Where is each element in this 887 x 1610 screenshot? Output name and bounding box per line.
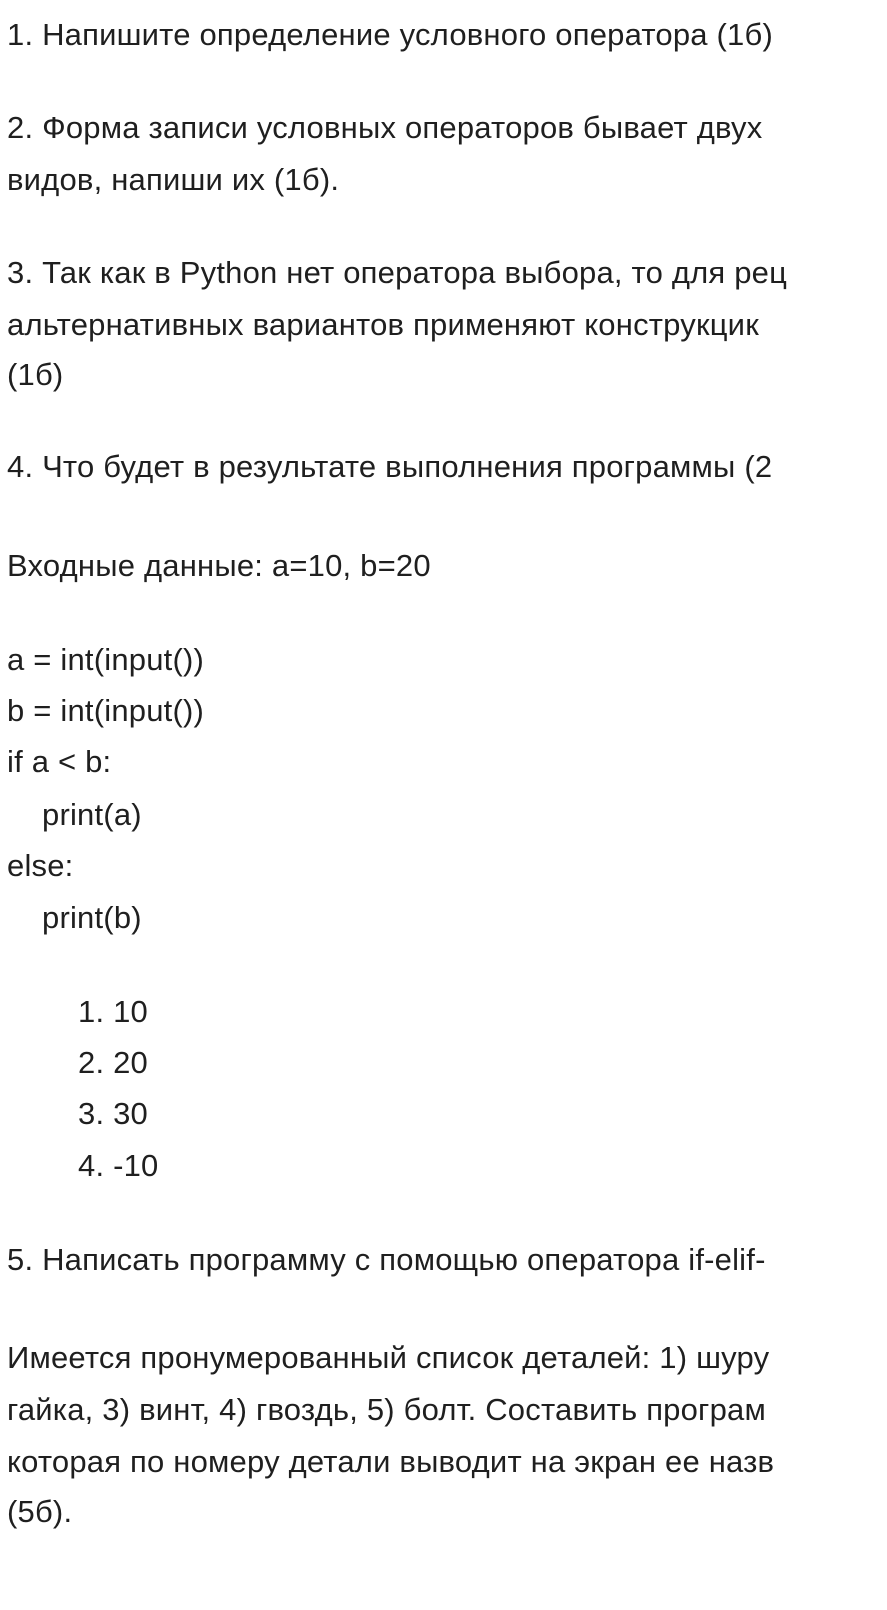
code-line: print(b) [42,900,142,935]
question-5-text: 5. Написать программу с помощью оператора if-elif- [7,1242,766,1277]
answer-option: 2. 20 [78,1045,148,1080]
question-4-input-data: Входные данные: a=10, b=20 [7,548,431,583]
code-line: print(a) [42,797,142,832]
question-5-task-line-2: гайка, 3) винт, 4) гвоздь, 5) болт. Составить програм [7,1392,766,1427]
question-5-task-line-3: которая по номеру детали выводит на экран ее назв [7,1444,775,1479]
question-5-task-line-1: Имеется пронумерованный список деталей: 1) шуру [7,1340,770,1375]
code-line: a = int(input()) [7,642,205,677]
question-4-text: 4. Что будет в результате выполнения программы (2 [7,449,773,484]
question-3-text-line-1: 3. Так как в Python нет оператора выбора, то для рец [7,255,788,290]
question-5-task-line-4: (5б). [7,1494,73,1529]
answer-option: 1. 10 [78,994,148,1029]
answer-option: 3. 30 [78,1096,148,1131]
code-line: if a < b: [7,744,112,779]
code-line: else: [7,848,74,883]
question-1-text: 1. Напишите определение условного оператора (1б) [7,17,773,52]
code-line: b = int(input()) [7,693,205,728]
question-3-text-line-3: (1б) [7,357,64,392]
question-2-text-line-2: видов, напиши их (1б). [7,162,340,197]
question-3-text-line-2: альтернативных вариантов применяют конструкцик [7,307,759,342]
question-2-text-line-1: 2. Форма записи условных операторов бывает двух [7,110,763,145]
answer-option: 4. -10 [78,1148,159,1183]
